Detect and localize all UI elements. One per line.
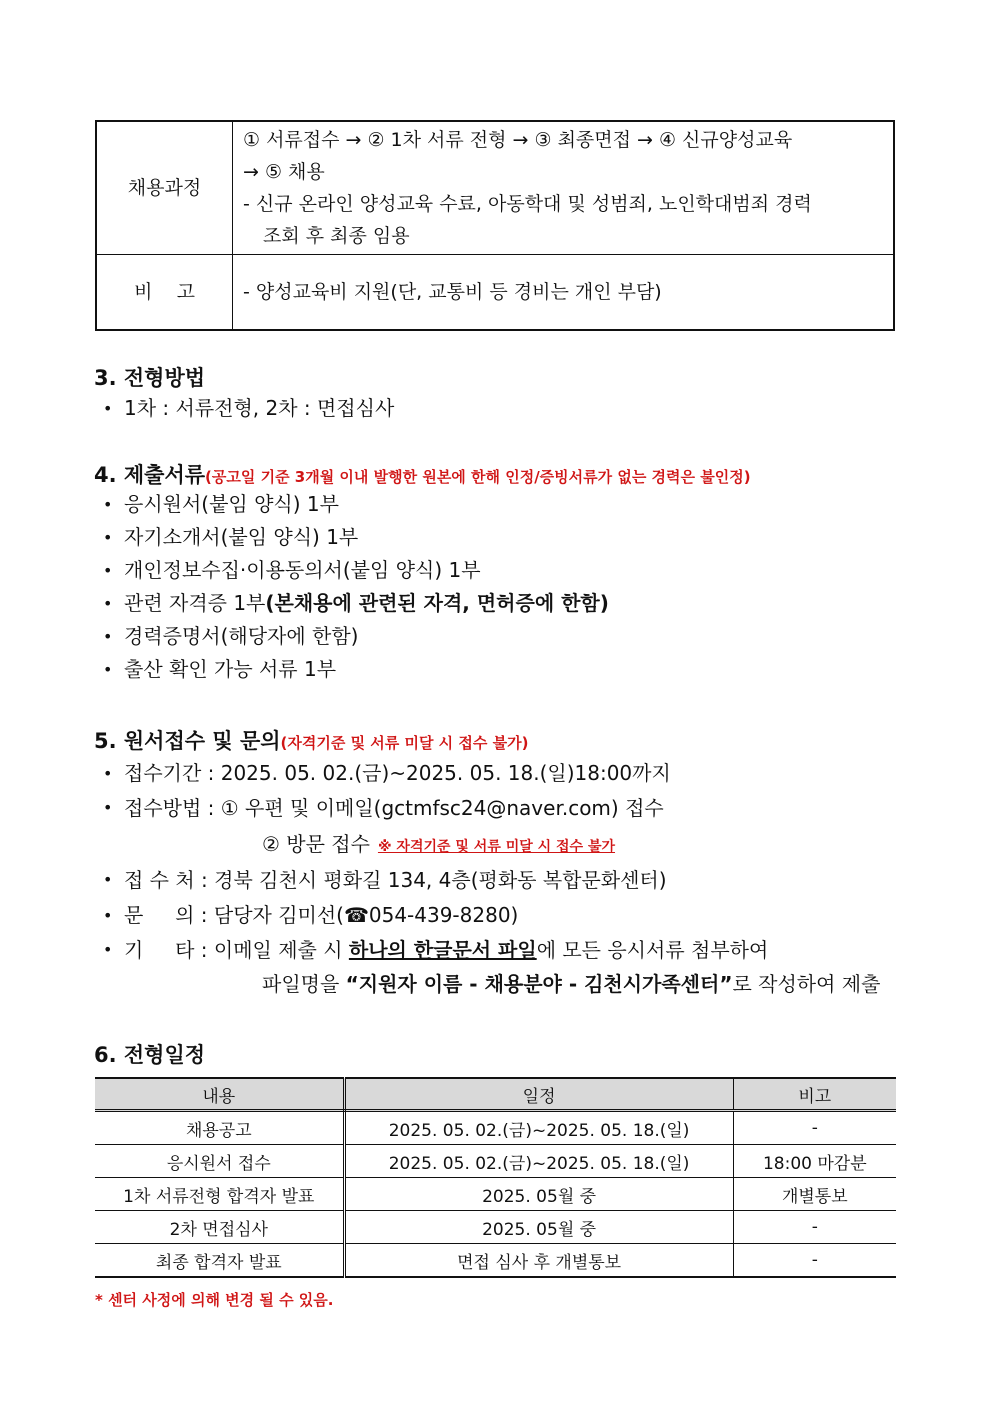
section-title: 3. 전형방법 — [94, 366, 206, 390]
bullet-icon: • — [103, 627, 113, 646]
table-cell: - — [733, 1244, 896, 1278]
section-note: (자격기준 및 서류 미달 시 접수 불가) — [280, 734, 529, 752]
table-cell: 2025. 05. 02.(금)~2025. 05. 18.(일) — [344, 1111, 733, 1145]
list-item: 파일명을 “지원자 이름 - 채용분야 - 김천시가족센터”로 작성하여 제출 — [262, 972, 881, 996]
list-item: • 개인정보수집·이용동의서(붙임 양식) 1부 — [100, 554, 609, 587]
section-note: (공고일 기준 3개월 이내 발행한 원본에 한해 인정/증빙서류가 없는 경력은 불인정) — [205, 468, 751, 486]
table-cell: 최종 합격자 발표 — [95, 1244, 344, 1278]
list-item: • 문 의 : 담당자 김미선(☎054-439-8280) — [100, 898, 880, 933]
table-cell: 18:00 마감분 — [733, 1145, 896, 1178]
table-row — [95, 1145, 896, 1178]
bullet-icon: • — [103, 764, 113, 783]
table-cell: 채용공고 — [95, 1111, 344, 1145]
table-row — [95, 1111, 896, 1145]
list-item: • 기 타 : 이메일 제출 시 하나의 한글문서 파일에 모든 응시서류 첨부하여 — [100, 933, 880, 967]
section5-list — [100, 757, 880, 1001]
table-cell: 2차 면접심사 — [95, 1211, 344, 1244]
row-label-process: 채용과정 — [96, 121, 233, 255]
table-row — [95, 1211, 896, 1244]
table-cell: 개별통보 — [733, 1178, 896, 1211]
process-line: ① 서류접수 → ② 1차 서류 전형 → ③ 최종면접 → ④ 신규양성교육 — [243, 129, 793, 151]
row-label-remarks: 비 고 — [96, 255, 233, 331]
process-line: → ⑤ 채용 — [243, 161, 325, 183]
column-header: 일정 — [344, 1078, 733, 1111]
footnote: * 센터 사정에 의해 변경 될 수 있음. — [95, 1291, 334, 1309]
list-item: • 관련 자격증 1부(본채용에 관련된 자격, 면허증에 한함) — [100, 587, 609, 620]
section-title: 6. 전형일정 — [94, 1043, 206, 1067]
table-cell: 면접 심사 후 개별통보 — [344, 1244, 733, 1278]
bullet-icon: • — [103, 594, 113, 613]
table-cell: 2025. 05월 중 — [344, 1211, 733, 1244]
list-item: • 접수방법 : ① 우편 및 이메일(gctmfsc24@naver.com) 접수 — [100, 790, 880, 826]
table-cell: - — [733, 1111, 896, 1145]
table-row — [95, 1244, 896, 1278]
bullet-icon: • — [103, 561, 113, 580]
list-item: • 접수기간 : 2025. 05. 02.(금)~2025. 05. 18.(일)18:00까지 — [100, 757, 880, 790]
bullet-icon: • — [103, 399, 113, 418]
bullet-icon: • — [103, 906, 113, 925]
list-item: • 자기소개서(붙임 양식) 1부 — [100, 521, 609, 554]
table-header-row — [95, 1078, 896, 1111]
table-cell: 2025. 05. 02.(금)~2025. 05. 18.(일) — [344, 1145, 733, 1178]
bullet-icon: • — [103, 940, 113, 959]
section4-list — [100, 488, 609, 686]
table-row — [96, 121, 894, 255]
list-item: • 접 수 처 : 경북 김천시 평화길 134, 4층(평화동 복합문화센터) — [100, 862, 880, 898]
table-cell: - — [733, 1211, 896, 1244]
list-item: • 경력증명서(해당자에 한함) — [100, 620, 609, 653]
schedule-table — [95, 1077, 896, 1278]
list-item: • 1차 : 서류전형, 2차 : 면접심사 — [100, 392, 394, 425]
method-note: ※ 자격기준 및 서류 미달 시 접수 불가 — [377, 839, 616, 855]
list-item: • 출산 확인 가능 서류 1부 — [100, 653, 609, 686]
bullet-icon: • — [103, 660, 113, 679]
process-line: - 신규 온라인 양성교육 수료, 아동학대 및 성범죄, 노인학대범죄 경력 — [243, 193, 812, 215]
bullet-icon: • — [103, 870, 113, 889]
list-item: • 응시원서(붙임 양식) 1부 — [100, 488, 609, 521]
process-content — [233, 121, 895, 255]
table-cell: 1차 서류전형 합격자 발표 — [95, 1178, 344, 1211]
bullet-icon: • — [103, 528, 113, 547]
bullet-icon: • — [103, 495, 113, 514]
bullet-icon: • — [103, 798, 113, 817]
process-line: 조회 후 최종 임용 — [263, 225, 410, 247]
recruitment-process-table — [95, 120, 895, 331]
list-item: ② 방문 접수 ※ 자격기준 및 서류 미달 시 접수 불가 — [262, 832, 616, 856]
section-title: 5. 원서접수 및 문의(자격기준 및 서류 미달 시 접수 불가) — [94, 729, 529, 753]
column-header: 내용 — [95, 1078, 344, 1111]
section-title: 4. 제출서류(공고일 기준 3개월 이내 발행한 원본에 한해 인정/증빙서류가 없는 경력은 불인정) — [94, 463, 751, 487]
table-cell: 2025. 05월 중 — [344, 1178, 733, 1211]
section3-list — [100, 392, 394, 425]
table-row — [95, 1178, 896, 1211]
remarks-content: - 양성교육비 지원(단, 교통비 등 경비는 개인 부담) — [233, 255, 895, 331]
table-cell: 응시원서 접수 — [95, 1145, 344, 1178]
table-row — [96, 255, 894, 331]
column-header: 비고 — [733, 1078, 896, 1111]
